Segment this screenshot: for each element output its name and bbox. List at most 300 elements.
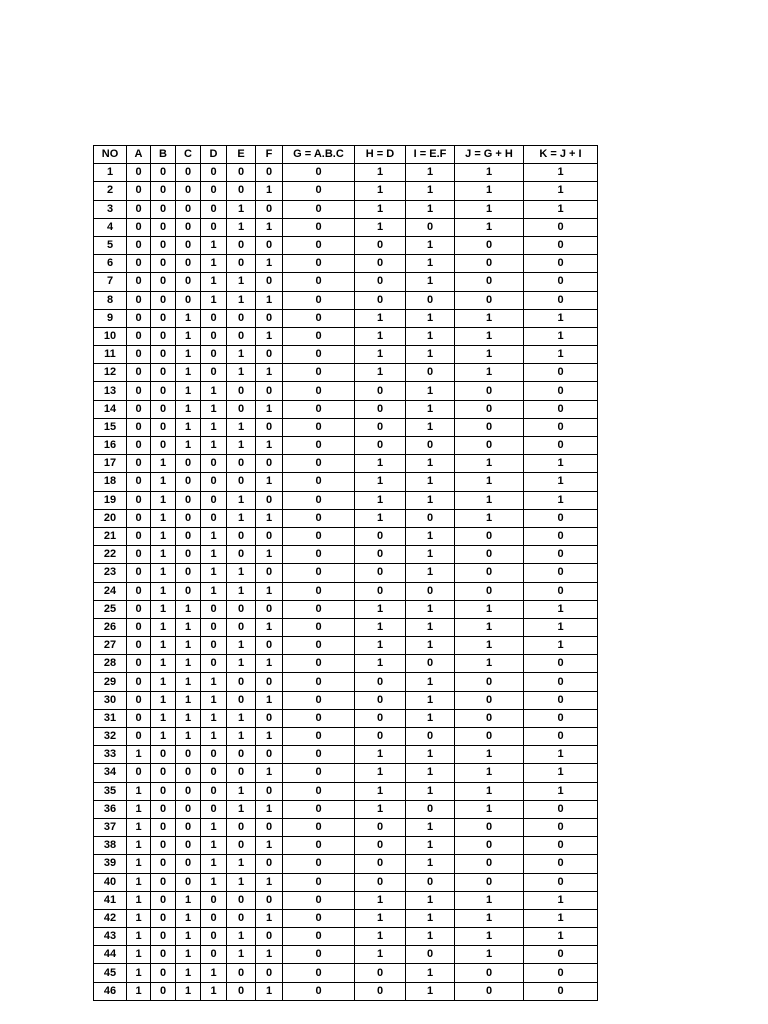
table-cell-col-no: 41 [94, 891, 127, 909]
table-cell-col-g: 0 [283, 546, 355, 564]
table-cell-col-a: 0 [127, 618, 151, 636]
table-cell-col-h: 0 [355, 855, 406, 873]
table-cell-col-no: 46 [94, 982, 127, 1000]
table-cell-col-c: 1 [176, 928, 201, 946]
header-col-no: NO [94, 146, 127, 164]
header-col-c: C [176, 146, 201, 164]
table-cell-col-d: 1 [201, 873, 227, 891]
table-cell-col-k: 0 [524, 728, 598, 746]
table-cell-col-f: 0 [256, 418, 283, 436]
table-cell-col-c: 1 [176, 909, 201, 927]
table-cell-col-a: 1 [127, 946, 151, 964]
table-cell-col-no: 37 [94, 818, 127, 836]
table-cell-col-e: 0 [227, 382, 256, 400]
table-row [94, 837, 598, 855]
table-cell-col-e: 0 [227, 327, 256, 345]
table-cell-col-no: 3 [94, 200, 127, 218]
table-cell-col-d: 1 [201, 964, 227, 982]
table-cell-col-i: 1 [406, 200, 455, 218]
table-cell-col-f: 1 [256, 255, 283, 273]
table-cell-col-j: 0 [455, 673, 524, 691]
table-cell-col-j: 1 [455, 327, 524, 345]
table-cell-col-j: 0 [455, 691, 524, 709]
table-cell-col-a: 0 [127, 236, 151, 254]
table-cell-col-e: 1 [227, 855, 256, 873]
table-cell-col-c: 1 [176, 618, 201, 636]
table-cell-col-i: 0 [406, 582, 455, 600]
table-row [94, 327, 598, 345]
table-cell-col-d: 1 [201, 291, 227, 309]
table-cell-col-h: 1 [355, 473, 406, 491]
table-cell-col-f: 1 [256, 364, 283, 382]
table-cell-col-i: 1 [406, 837, 455, 855]
table-cell-col-f: 1 [256, 946, 283, 964]
table-cell-col-h: 1 [355, 655, 406, 673]
table-cell-col-f: 0 [256, 491, 283, 509]
table-cell-col-h: 1 [355, 455, 406, 473]
table-cell-col-e: 1 [227, 946, 256, 964]
table-cell-col-e: 1 [227, 218, 256, 236]
table-row [94, 218, 598, 236]
table-cell-col-a: 0 [127, 400, 151, 418]
table-cell-col-h: 0 [355, 255, 406, 273]
table-cell-col-c: 1 [176, 364, 201, 382]
table-cell-col-c: 0 [176, 473, 201, 491]
table-cell-col-b: 0 [151, 909, 176, 927]
table-cell-col-h: 1 [355, 782, 406, 800]
table-cell-col-no: 4 [94, 218, 127, 236]
table-cell-col-no: 20 [94, 509, 127, 527]
table-cell-col-no: 24 [94, 582, 127, 600]
table-cell-col-c: 0 [176, 837, 201, 855]
table-cell-col-no: 34 [94, 764, 127, 782]
table-cell-col-e: 1 [227, 346, 256, 364]
table-cell-col-no: 43 [94, 928, 127, 946]
table-row [94, 437, 598, 455]
table-cell-col-k: 1 [524, 782, 598, 800]
table-cell-col-j: 0 [455, 982, 524, 1000]
table-cell-col-f: 0 [256, 782, 283, 800]
table-cell-col-no: 35 [94, 782, 127, 800]
table-cell-col-e: 0 [227, 818, 256, 836]
table-cell-col-a: 0 [127, 637, 151, 655]
table-cell-col-h: 1 [355, 182, 406, 200]
table-cell-col-k: 0 [524, 400, 598, 418]
table-cell-col-h: 0 [355, 418, 406, 436]
table-cell-col-e: 0 [227, 527, 256, 545]
table-cell-col-g: 0 [283, 200, 355, 218]
table-cell-col-a: 0 [127, 364, 151, 382]
table-cell-col-g: 0 [283, 800, 355, 818]
table-cell-col-no: 17 [94, 455, 127, 473]
table-cell-col-b: 1 [151, 564, 176, 582]
table-cell-col-g: 0 [283, 273, 355, 291]
table-cell-col-j: 1 [455, 455, 524, 473]
table-cell-col-a: 0 [127, 509, 151, 527]
table-cell-col-b: 0 [151, 218, 176, 236]
table-cell-col-c: 0 [176, 764, 201, 782]
table-cell-col-i: 0 [406, 800, 455, 818]
table-cell-col-c: 0 [176, 564, 201, 582]
table-cell-col-e: 0 [227, 964, 256, 982]
table-row [94, 909, 598, 927]
table-cell-col-b: 1 [151, 509, 176, 527]
table-row [94, 491, 598, 509]
table-cell-col-g: 0 [283, 873, 355, 891]
header-col-k: K = J + I [524, 146, 598, 164]
table-cell-col-h: 0 [355, 964, 406, 982]
table-cell-col-g: 0 [283, 382, 355, 400]
table-cell-col-d: 0 [201, 618, 227, 636]
table-row [94, 182, 598, 200]
table-cell-col-e: 0 [227, 455, 256, 473]
table-cell-col-f: 1 [256, 509, 283, 527]
table-cell-col-b: 0 [151, 291, 176, 309]
table-cell-col-e: 0 [227, 691, 256, 709]
table-cell-col-a: 1 [127, 855, 151, 873]
table-cell-col-b: 1 [151, 673, 176, 691]
table-cell-col-e: 0 [227, 546, 256, 564]
table-cell-col-c: 0 [176, 818, 201, 836]
table-cell-col-a: 0 [127, 728, 151, 746]
table-cell-col-f: 1 [256, 909, 283, 927]
table-cell-col-d: 1 [201, 582, 227, 600]
table-cell-col-h: 1 [355, 800, 406, 818]
table-cell-col-j: 1 [455, 764, 524, 782]
table-cell-col-k: 1 [524, 891, 598, 909]
table-cell-col-i: 1 [406, 618, 455, 636]
table-cell-col-d: 0 [201, 800, 227, 818]
table-cell-col-b: 0 [151, 855, 176, 873]
table-cell-col-k: 1 [524, 764, 598, 782]
table-cell-col-h: 1 [355, 891, 406, 909]
table-cell-col-b: 0 [151, 873, 176, 891]
table-cell-col-d: 1 [201, 236, 227, 254]
table-cell-col-i: 1 [406, 309, 455, 327]
table-cell-col-h: 0 [355, 728, 406, 746]
table-cell-col-d: 1 [201, 709, 227, 727]
table-cell-col-g: 0 [283, 891, 355, 909]
table-cell-col-g: 0 [283, 400, 355, 418]
header-col-e: E [227, 146, 256, 164]
table-cell-col-e: 1 [227, 655, 256, 673]
table-cell-col-no: 9 [94, 309, 127, 327]
table-cell-col-b: 0 [151, 327, 176, 345]
table-cell-col-d: 0 [201, 637, 227, 655]
table-cell-col-no: 5 [94, 236, 127, 254]
table-cell-col-j: 0 [455, 964, 524, 982]
table-cell-col-c: 0 [176, 164, 201, 182]
table-cell-col-b: 0 [151, 309, 176, 327]
table-row [94, 200, 598, 218]
table-cell-col-a: 0 [127, 273, 151, 291]
table-cell-col-i: 1 [406, 346, 455, 364]
table-cell-col-b: 0 [151, 982, 176, 1000]
table-cell-col-j: 1 [455, 346, 524, 364]
table-cell-col-h: 1 [355, 309, 406, 327]
table-cell-col-e: 1 [227, 800, 256, 818]
table-cell-col-b: 1 [151, 491, 176, 509]
table-cell-col-c: 1 [176, 418, 201, 436]
table-cell-col-i: 1 [406, 182, 455, 200]
table-cell-col-j: 1 [455, 200, 524, 218]
table-cell-col-no: 6 [94, 255, 127, 273]
table-cell-col-k: 0 [524, 236, 598, 254]
table-cell-col-b: 0 [151, 946, 176, 964]
table-cell-col-a: 0 [127, 546, 151, 564]
table-cell-col-d: 0 [201, 600, 227, 618]
table-cell-col-i: 1 [406, 818, 455, 836]
table-body [94, 164, 598, 1001]
table-cell-col-i: 0 [406, 509, 455, 527]
table-cell-col-d: 0 [201, 164, 227, 182]
table-cell-col-d: 1 [201, 382, 227, 400]
table-cell-col-j: 1 [455, 891, 524, 909]
table-cell-col-f: 1 [256, 837, 283, 855]
table-cell-col-j: 1 [455, 182, 524, 200]
table-cell-col-j: 1 [455, 509, 524, 527]
table-cell-col-a: 0 [127, 691, 151, 709]
table-cell-col-i: 1 [406, 527, 455, 545]
table-cell-col-g: 0 [283, 655, 355, 673]
table-cell-col-c: 0 [176, 746, 201, 764]
table-cell-col-j: 0 [455, 855, 524, 873]
table-cell-col-h: 1 [355, 364, 406, 382]
table-cell-col-g: 0 [283, 509, 355, 527]
table-cell-col-g: 0 [283, 728, 355, 746]
table-cell-col-i: 0 [406, 655, 455, 673]
table-cell-col-b: 0 [151, 818, 176, 836]
table-cell-col-a: 1 [127, 873, 151, 891]
table-cell-col-c: 0 [176, 546, 201, 564]
table-cell-col-no: 7 [94, 273, 127, 291]
table-cell-col-h: 1 [355, 164, 406, 182]
table-cell-col-a: 0 [127, 709, 151, 727]
table-cell-col-j: 1 [455, 473, 524, 491]
table-cell-col-a: 0 [127, 564, 151, 582]
table-cell-col-e: 0 [227, 236, 256, 254]
table-row [94, 236, 598, 254]
table-cell-col-k: 0 [524, 527, 598, 545]
table-cell-col-h: 0 [355, 873, 406, 891]
table-cell-col-a: 0 [127, 309, 151, 327]
table-cell-col-k: 1 [524, 600, 598, 618]
table-cell-col-e: 1 [227, 637, 256, 655]
table-cell-col-b: 1 [151, 691, 176, 709]
table-cell-col-g: 0 [283, 437, 355, 455]
table-cell-col-k: 1 [524, 909, 598, 927]
table-cell-col-b: 1 [151, 546, 176, 564]
table-cell-col-k: 0 [524, 837, 598, 855]
table-cell-col-no: 45 [94, 964, 127, 982]
table-cell-col-no: 36 [94, 800, 127, 818]
table-row [94, 728, 598, 746]
table-cell-col-d: 0 [201, 928, 227, 946]
table-cell-col-i: 1 [406, 400, 455, 418]
table-cell-col-e: 1 [227, 418, 256, 436]
table-cell-col-a: 1 [127, 909, 151, 927]
table-cell-col-i: 1 [406, 473, 455, 491]
table-cell-col-f: 1 [256, 691, 283, 709]
table-cell-col-no: 11 [94, 346, 127, 364]
table-cell-col-j: 1 [455, 637, 524, 655]
table-cell-col-a: 0 [127, 582, 151, 600]
table-cell-col-i: 1 [406, 909, 455, 927]
table-cell-col-h: 0 [355, 982, 406, 1000]
table-cell-col-j: 0 [455, 873, 524, 891]
table-cell-col-k: 1 [524, 455, 598, 473]
table-cell-col-f: 0 [256, 673, 283, 691]
table-cell-col-a: 0 [127, 600, 151, 618]
table-cell-col-k: 0 [524, 818, 598, 836]
table-cell-col-f: 1 [256, 728, 283, 746]
table-cell-col-c: 1 [176, 327, 201, 345]
table-cell-col-f: 0 [256, 527, 283, 545]
table-row [94, 418, 598, 436]
table-cell-col-b: 0 [151, 346, 176, 364]
table-cell-col-e: 0 [227, 982, 256, 1000]
table-cell-col-g: 0 [283, 291, 355, 309]
table-cell-col-i: 0 [406, 364, 455, 382]
table-cell-col-e: 1 [227, 273, 256, 291]
table-cell-col-c: 1 [176, 655, 201, 673]
header-col-f: F [256, 146, 283, 164]
table-cell-col-c: 0 [176, 255, 201, 273]
table-cell-col-j: 0 [455, 255, 524, 273]
table-cell-col-f: 1 [256, 218, 283, 236]
table-cell-col-c: 0 [176, 800, 201, 818]
table-cell-col-j: 1 [455, 800, 524, 818]
table-cell-col-c: 1 [176, 309, 201, 327]
table-cell-col-b: 0 [151, 382, 176, 400]
table-cell-col-g: 0 [283, 582, 355, 600]
table-cell-col-f: 0 [256, 382, 283, 400]
table-cell-col-i: 1 [406, 964, 455, 982]
table-cell-col-e: 0 [227, 618, 256, 636]
table-cell-col-e: 1 [227, 782, 256, 800]
table-cell-col-g: 0 [283, 455, 355, 473]
table-cell-col-no: 25 [94, 600, 127, 618]
table-cell-col-k: 0 [524, 564, 598, 582]
table-cell-col-d: 0 [201, 473, 227, 491]
table-cell-col-no: 40 [94, 873, 127, 891]
table-cell-col-f: 1 [256, 800, 283, 818]
table-cell-col-e: 1 [227, 928, 256, 946]
table-cell-col-no: 21 [94, 527, 127, 545]
table-cell-col-i: 1 [406, 418, 455, 436]
table-row [94, 982, 598, 1000]
table-cell-col-h: 0 [355, 546, 406, 564]
table-cell-col-i: 1 [406, 709, 455, 727]
table-cell-col-h: 0 [355, 400, 406, 418]
table-cell-col-b: 1 [151, 527, 176, 545]
table-row [94, 964, 598, 982]
table-cell-col-h: 0 [355, 382, 406, 400]
table-row [94, 873, 598, 891]
table-cell-col-h: 1 [355, 909, 406, 927]
table-cell-col-k: 0 [524, 418, 598, 436]
table-cell-col-no: 42 [94, 909, 127, 927]
table-cell-col-f: 1 [256, 982, 283, 1000]
table-cell-col-b: 0 [151, 418, 176, 436]
table-cell-col-j: 1 [455, 364, 524, 382]
table-cell-col-k: 0 [524, 855, 598, 873]
table-cell-col-f: 0 [256, 236, 283, 254]
table-cell-col-j: 1 [455, 600, 524, 618]
table-cell-col-f: 0 [256, 455, 283, 473]
table-cell-col-f: 1 [256, 546, 283, 564]
table-cell-col-h: 1 [355, 327, 406, 345]
table-cell-col-a: 1 [127, 928, 151, 946]
table-cell-col-g: 0 [283, 527, 355, 545]
table-cell-col-i: 1 [406, 564, 455, 582]
table-cell-col-f: 0 [256, 855, 283, 873]
table-cell-col-f: 0 [256, 164, 283, 182]
table-cell-col-h: 0 [355, 818, 406, 836]
table-cell-col-j: 0 [455, 291, 524, 309]
table-cell-col-j: 1 [455, 164, 524, 182]
table-cell-col-no: 16 [94, 437, 127, 455]
table-cell-col-c: 1 [176, 982, 201, 1000]
table-cell-col-b: 1 [151, 709, 176, 727]
table-cell-col-e: 1 [227, 564, 256, 582]
table-cell-col-f: 0 [256, 818, 283, 836]
table-cell-col-g: 0 [283, 491, 355, 509]
table-cell-col-g: 0 [283, 691, 355, 709]
table-cell-col-a: 0 [127, 437, 151, 455]
table-row [94, 637, 598, 655]
table-cell-col-h: 0 [355, 691, 406, 709]
table-cell-col-d: 1 [201, 546, 227, 564]
table-cell-col-c: 0 [176, 218, 201, 236]
table-cell-col-g: 0 [283, 618, 355, 636]
table-cell-col-k: 1 [524, 491, 598, 509]
table-cell-col-g: 0 [283, 764, 355, 782]
table-cell-col-c: 1 [176, 691, 201, 709]
table-cell-col-k: 1 [524, 309, 598, 327]
table-cell-col-c: 0 [176, 182, 201, 200]
table-row [94, 546, 598, 564]
table-cell-col-d: 0 [201, 327, 227, 345]
table-cell-col-g: 0 [283, 818, 355, 836]
table-cell-col-d: 1 [201, 273, 227, 291]
table-cell-col-c: 1 [176, 946, 201, 964]
table-cell-col-b: 1 [151, 473, 176, 491]
table-cell-col-h: 1 [355, 764, 406, 782]
table-cell-col-d: 0 [201, 364, 227, 382]
table-cell-col-b: 0 [151, 364, 176, 382]
table-cell-col-k: 1 [524, 746, 598, 764]
table-cell-col-i: 1 [406, 455, 455, 473]
header-col-a: A [127, 146, 151, 164]
table-row [94, 891, 598, 909]
table-cell-col-j: 0 [455, 818, 524, 836]
table-cell-col-a: 0 [127, 346, 151, 364]
table-cell-col-g: 0 [283, 600, 355, 618]
table-cell-col-i: 1 [406, 891, 455, 909]
table-cell-col-k: 1 [524, 327, 598, 345]
table-cell-col-k: 0 [524, 582, 598, 600]
table-cell-col-k: 0 [524, 709, 598, 727]
table-cell-col-h: 0 [355, 673, 406, 691]
table-cell-col-no: 44 [94, 946, 127, 964]
table-row [94, 764, 598, 782]
table-row [94, 382, 598, 400]
table-cell-col-b: 1 [151, 637, 176, 655]
table-row [94, 946, 598, 964]
table-cell-col-f: 1 [256, 437, 283, 455]
table-cell-col-d: 1 [201, 728, 227, 746]
